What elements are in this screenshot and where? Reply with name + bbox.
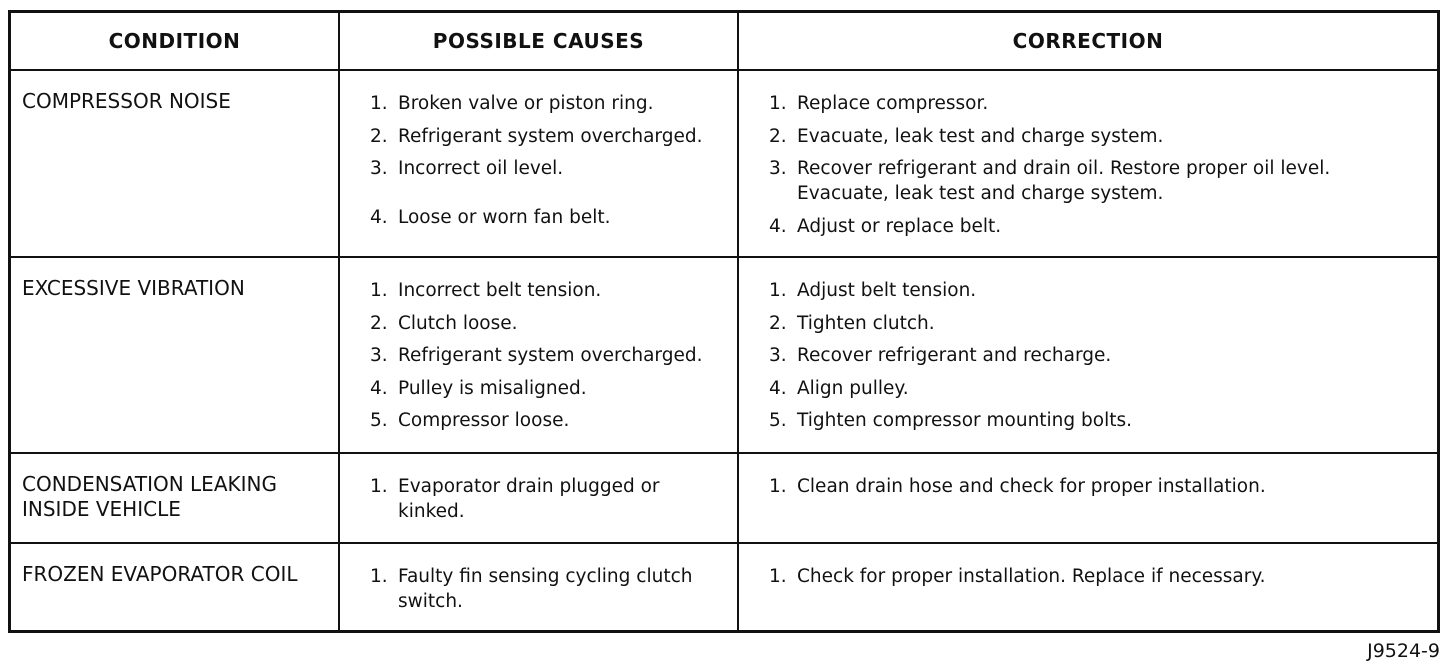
item-number: 1. [769, 476, 787, 497]
item-text: Adjust or replace belt. [797, 216, 1002, 237]
correction-cell [739, 71, 1437, 258]
header-condition: CONDITION [11, 13, 340, 71]
condition-text: FROZEN EVAPORATOR COIL [22, 562, 298, 586]
item-text: Refrigerant system overcharged. [398, 345, 703, 366]
item-text: Evaporator drain plugged or kinked. [398, 476, 660, 522]
item-number: 4. [370, 207, 388, 228]
causes-cell [340, 454, 739, 544]
causes-cell [340, 71, 739, 258]
causes-list [340, 544, 737, 614]
item-text: Broken valve or piston ring. [398, 93, 654, 114]
causes-cell [340, 544, 739, 630]
list-item [370, 376, 729, 401]
list-item [769, 278, 1429, 303]
item-text: Incorrect belt tension. [398, 280, 602, 301]
item-number: 2. [769, 125, 787, 147]
corrections-list [739, 258, 1437, 433]
item-number: 2. [370, 125, 388, 147]
item-text: Tighten clutch. [797, 312, 935, 334]
list-item [769, 311, 1429, 336]
item-number: 3. [769, 158, 787, 179]
list-item [769, 474, 1429, 499]
item-text: Check for proper installation. Replace if necessary. [797, 566, 1266, 587]
item-number: 1. [769, 280, 787, 301]
item-text: Replace compressor. [797, 93, 989, 114]
item-number: 3. [370, 345, 388, 366]
condition-cell [11, 258, 340, 454]
item-text: Loose or worn fan belt. [398, 207, 611, 228]
list-item [370, 278, 729, 303]
list-item [769, 156, 1429, 206]
item-text: Clean drain hose and check for proper installation. [797, 476, 1266, 497]
item-text: Compressor loose. [398, 410, 570, 431]
list-item [769, 564, 1429, 589]
diagnosis-table [8, 10, 1440, 633]
condition-cell [11, 544, 340, 630]
list-item [370, 343, 729, 368]
item-number: 2. [769, 312, 787, 334]
causes-cell [340, 258, 739, 454]
item-number: 1. [769, 566, 787, 587]
item-text: Evacuate, leak test and charge system. [797, 125, 1164, 147]
list-item [370, 156, 729, 181]
header-correction: CORRECTION [739, 13, 1437, 71]
item-number: 3. [370, 158, 388, 179]
condition-cell [11, 454, 340, 544]
item-number: 1. [370, 476, 388, 497]
list-item [370, 124, 729, 149]
item-number: 1. [370, 93, 388, 114]
item-text: Recover refrigerant and drain oil. Restore proper oil level. Evacuate, leak test and charge system. [797, 158, 1331, 204]
item-text: Incorrect oil level. [398, 158, 564, 179]
item-text: Clutch loose. [398, 312, 518, 334]
item-number: 5. [370, 410, 388, 431]
corrections-list [739, 544, 1437, 589]
causes-list [340, 71, 737, 230]
item-text: Recover refrigerant and recharge. [797, 345, 1112, 366]
correction-cell [739, 258, 1437, 454]
causes-list [340, 454, 737, 524]
condition-cell [11, 71, 340, 258]
list-item [370, 205, 729, 230]
item-number: 5. [769, 410, 787, 431]
list-item [370, 474, 729, 524]
causes-list [340, 258, 737, 433]
list-item [769, 376, 1429, 401]
item-text: Refrigerant system overcharged. [398, 125, 703, 147]
item-number: 4. [370, 377, 388, 399]
corrections-list [739, 71, 1437, 239]
corrections-list [739, 454, 1437, 499]
list-item [370, 564, 729, 614]
item-text: Pulley is misaligned. [398, 377, 587, 399]
item-number: 4. [769, 216, 787, 237]
figure-id: J9524-9 [1367, 640, 1440, 662]
list-item [769, 408, 1429, 433]
item-number: 1. [370, 280, 388, 301]
item-number: 3. [769, 345, 787, 366]
list-item [370, 311, 729, 336]
item-number: 2. [370, 312, 388, 334]
item-text: Adjust belt tension. [797, 280, 977, 301]
item-text: Tighten compressor mounting bolts. [797, 410, 1133, 431]
item-number: 1. [769, 93, 787, 114]
list-item [769, 343, 1429, 368]
item-text: Faulty fin sensing cycling clutch switch. [398, 566, 693, 612]
correction-cell [739, 454, 1437, 544]
header-possible-causes: POSSIBLE CAUSES [340, 13, 739, 71]
condition-text: COMPRESSOR NOISE [22, 89, 231, 113]
item-number: 1. [370, 566, 388, 587]
item-number: 4. [769, 377, 787, 399]
list-item [769, 124, 1429, 149]
condition-text: CONDENSATION LEAKING INSIDE VEHICLE [22, 472, 277, 521]
list-item [370, 408, 729, 433]
correction-cell [739, 544, 1437, 630]
list-item [370, 91, 729, 116]
list-item [769, 91, 1429, 116]
list-item [769, 214, 1429, 239]
item-text: Align pulley. [797, 377, 909, 399]
condition-text: EXCESSIVE VIBRATION [22, 276, 245, 300]
